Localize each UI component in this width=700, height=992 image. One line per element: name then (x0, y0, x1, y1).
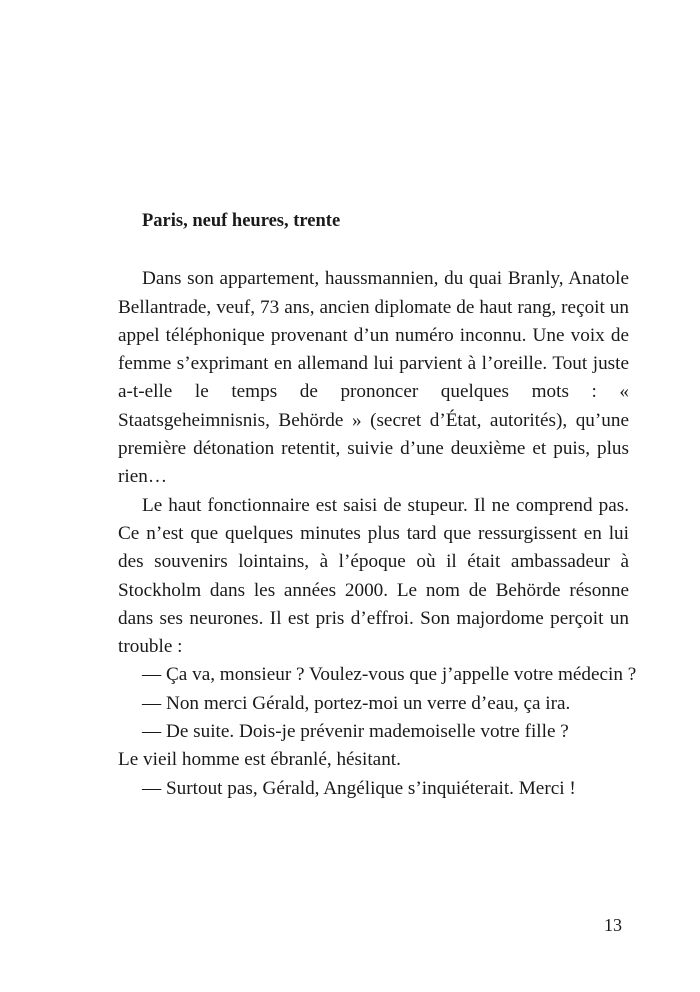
page-number: 13 (604, 915, 622, 935)
dialogue-line: — Non merci Gérald, portez-moi un verre d’eau, ça ira. (142, 692, 571, 714)
dialogue-line: — Surtout pas, Gérald, Angélique s’inquiéterait. Merci ! (142, 777, 576, 799)
chapter-text (118, 207, 637, 803)
dialogue-line: — De suite. Dois-je prévenir mademoiselle votre fille ? (142, 721, 569, 743)
dialogue-line: — Ça va, monsieur ? Voulez-vous que j’appelle votre médecin ? (142, 664, 637, 686)
paragraph-phone-call: Dans son appartement, haussmannien, du quai Branly, Anatole Bellantrade, veuf, 73 ans, ancien diplomate de haut rang, reçoit un appel téléphonique provenant d’un numéro inconnu. Une voix de femme s’exprimant en allemand lui parvient à l’oreille. Tout juste a-t-elle le temps de prononcer quelques mots : « Staatsgeheimnisnis, Behörde » (secret d’État, autorités), qu’une première détonation retentit, suivie d’une deuxième et puis, plus rien… (118, 268, 629, 488)
paragraph-memories: Le haut fonctionnaire est saisi de stupeur. Il ne comprend pas. Ce n’est que quelques minutes plus tard que ressurgissent en lui des souvenirs lointains, à l’époque où il était ambassadeur à Stockholm dans les années 2000. Le nom de Behörde résonne dans ses neurones. Il est pris d’effroi. Son majordome perçoit un trouble : (118, 494, 629, 658)
section-heading: Paris, neuf heures, trente (142, 211, 341, 231)
narration-line: Le vieil homme est ébranlé, hésitant. (118, 749, 401, 771)
